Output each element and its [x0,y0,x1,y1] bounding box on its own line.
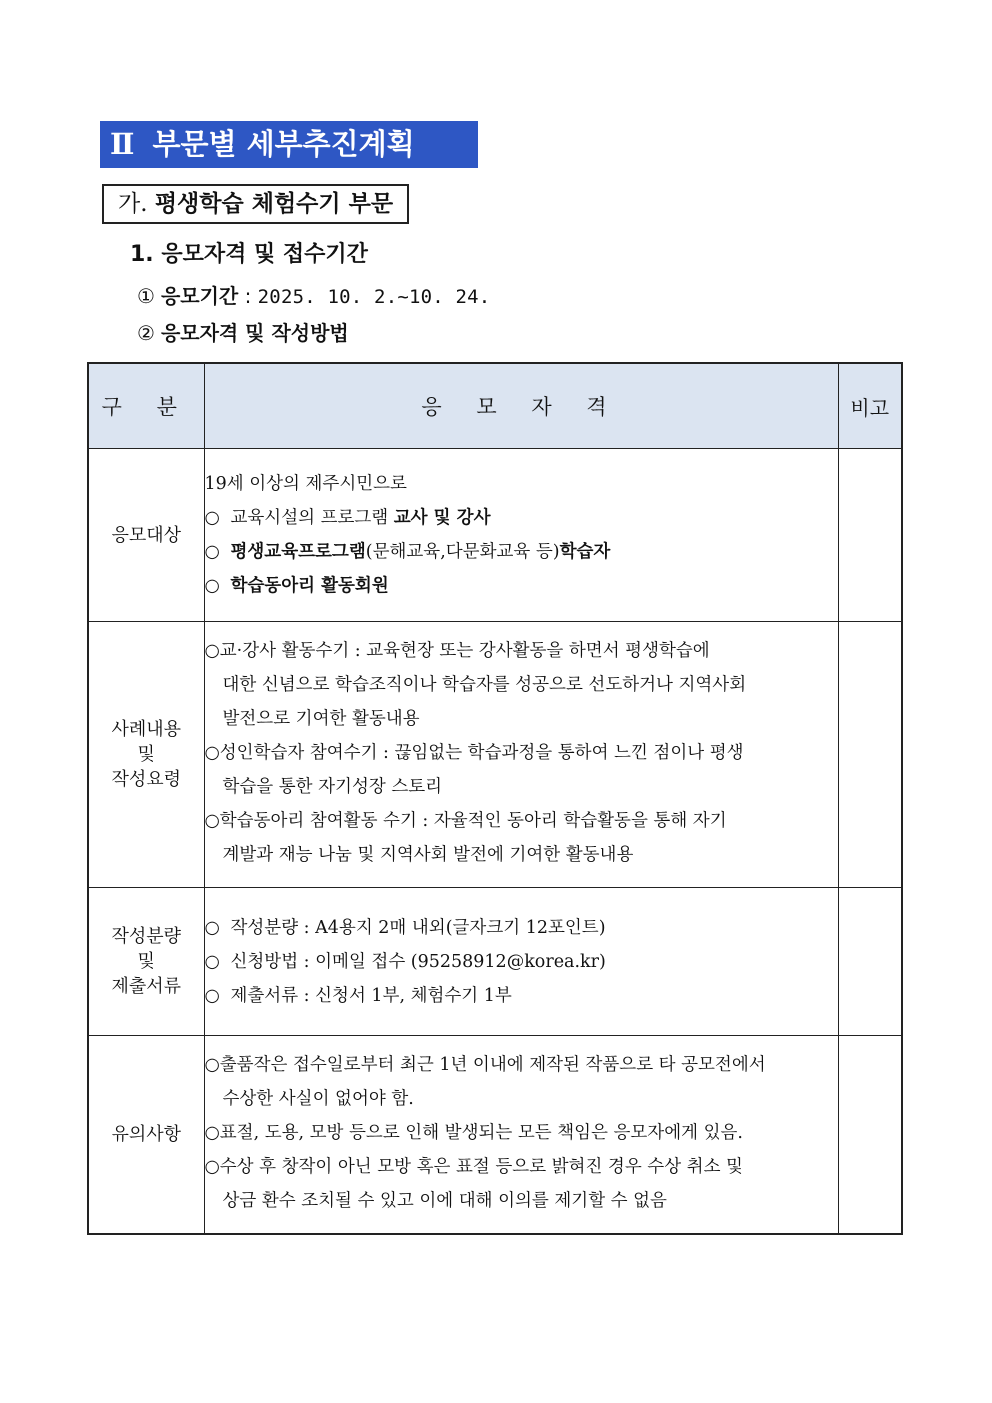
row-category: 응모대상 [88,449,204,622]
row-category [88,622,204,888]
category-line: 작성요령 [111,769,182,790]
row-content [204,449,838,622]
bullet: ○ [204,951,220,972]
bullet: ○ [204,985,220,1006]
category-line: 작성분량 [111,926,182,947]
category-line: 및 [137,951,155,972]
period-item [137,282,490,311]
item-marker: ② [137,321,155,345]
text-line: 발전으로 기여한 활동내용 [222,709,420,729]
table-row [88,622,902,888]
qualification-item [137,319,349,347]
qualification-table [87,362,903,1235]
text-line: 상금 환수 조치될 수 있고 이에 대해 이의를 제기할 수 없음 [222,1191,667,1211]
item-emphasis: 교사 및 강사 [393,508,491,528]
header-qualification: 응 모 자 격 [204,363,838,449]
text-line: ○표절, 도용, 모방 등으로 인해 발생되는 모든 책임은 응모자에게 있음. [204,1123,743,1143]
header-note: 비고 [838,363,902,449]
text-line: ○학습동아리 참여활동 수기 : 자율적인 동아리 학습활동을 통해 자기 [204,811,727,831]
section-title: 평생학습 체험수기 부문 [154,191,394,217]
row-content [204,1036,838,1234]
period-separator: : [238,284,258,308]
item-text: 교육시설의 프로그램 [230,508,394,528]
table-header-row [88,363,902,449]
target-intro: 19세 이상의 제주시민으로 [204,474,407,494]
item-emphasis: 평생교육프로그램 [230,542,366,562]
item-text: (문해교육,다문화교육 등) [365,542,560,562]
text-line: 학습을 통한 자기성장 스토리 [222,777,443,797]
bullet: ○ [204,917,220,938]
chapter-heading [100,121,478,168]
category-line: 사례내용 [111,719,182,740]
text-line: ○수상 후 창작이 아닌 모방 혹은 표절 등으로 밝혀진 경우 수상 취소 및 [204,1157,743,1177]
bullet: ○ [204,542,220,562]
table-row [88,449,902,622]
list-item [205,535,838,569]
row-note [838,1036,902,1234]
subsection-number: 1. [130,242,154,267]
row-note [838,449,902,622]
table-row [88,1036,902,1234]
item-text: 신청방법 : 이메일 접수 (95258912@korea.kr) [230,951,606,972]
item-emphasis: 학습동아리 활동회원 [230,576,389,596]
list-item [205,979,838,1013]
item-marker: ① [137,284,155,308]
row-note [838,888,902,1036]
text-line: 수상한 사실이 없어야 함. [222,1089,414,1109]
subsection-title: 응모자격 및 접수기간 [161,242,368,267]
row-category [88,888,204,1036]
header-category: 구 분 [88,363,204,449]
list-item [205,945,838,979]
qualification-label: 응모자격 및 작성방법 [160,321,349,345]
list-item [205,501,838,535]
row-category: 유의사항 [88,1036,204,1234]
category-line: 제출서류 [111,976,182,997]
section-label: 가. [118,191,148,217]
table-row [88,888,902,1036]
item-text: 제출서류 : 신청서 1부, 체험수기 1부 [230,985,512,1006]
text-line: 대한 신념으로 학습조직이나 학습자를 성공으로 선도하거나 지역사회 [222,675,747,695]
row-content [204,622,838,888]
period-label: 응모기간 [160,284,239,308]
chapter-title: 부문별 세부추진계획 [152,127,415,161]
text-line: ○출품작은 접수일로부터 최근 1년 이내에 제작된 작품으로 타 공모전에서 [204,1055,766,1075]
section-heading-box [102,184,409,224]
chapter-numeral: Ⅱ [110,127,135,161]
subsection-heading [130,240,368,270]
text-line: ○성인학습자 참여수기 : 끊임없는 학습과정을 통하여 느낀 점이나 평생 [204,743,744,763]
bullet: ○ [204,508,220,528]
list-item [205,911,838,945]
row-note [838,622,902,888]
category-line: 및 [137,744,155,765]
item-emphasis: 학습자 [559,542,611,562]
period-value: 2025. 10. 2.~10. 24. [257,286,491,308]
bullet: ○ [204,576,220,596]
text-line: 계발과 재능 나눔 및 지역사회 발전에 기여한 활동내용 [222,845,634,865]
item-text: 작성분량 : A4용지 2매 내외(글자크기 12포인트) [230,917,606,938]
list-item [205,569,838,603]
row-content [204,888,838,1036]
text-line: ○교·강사 활동수기 : 교육현장 또는 강사활동을 하면서 평생학습에 [204,641,710,661]
